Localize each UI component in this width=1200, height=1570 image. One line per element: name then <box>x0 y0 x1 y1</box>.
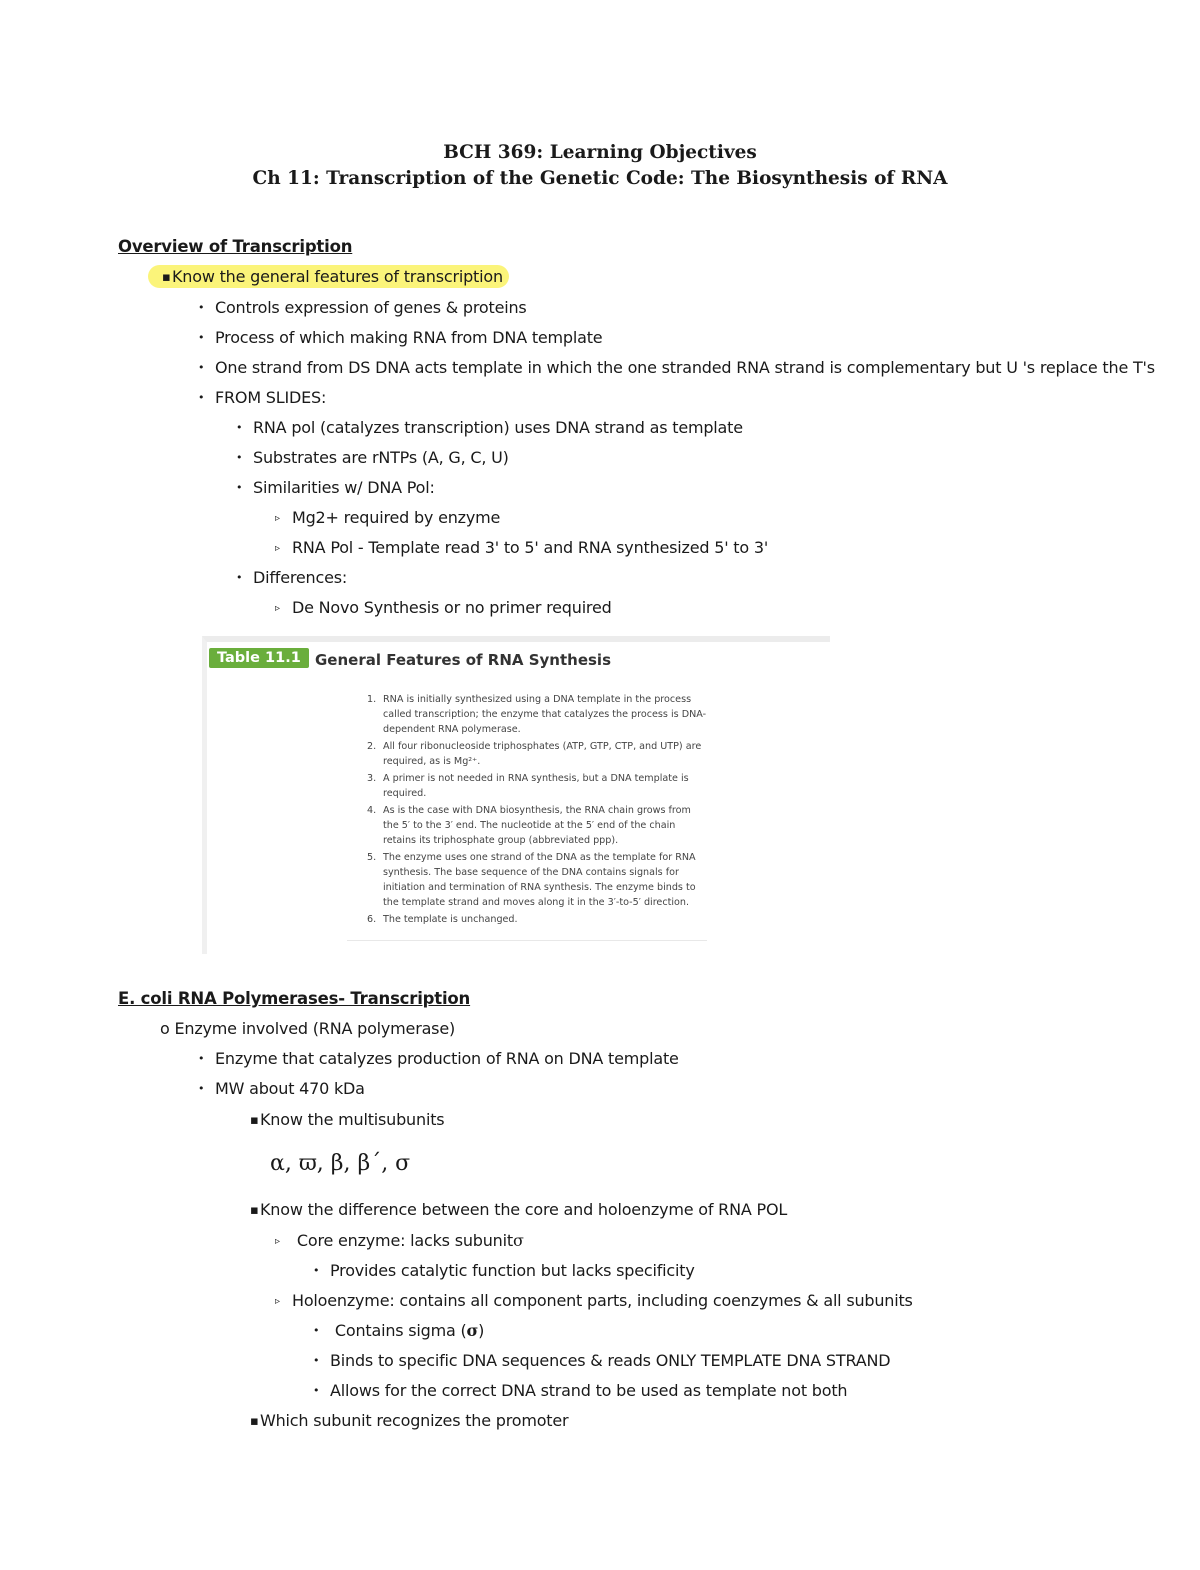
greek-subunits: α, ϖ, β, β΄, σ <box>270 1151 411 1176</box>
section-heading-ecoli: E. coli RNA Polymerases- Transcription <box>118 989 471 1008</box>
document-title: BCH 369: Learning Objectives <box>443 142 757 163</box>
list-item: ▹ Holoenzyme: contains all component parts, including coenzymes & all subunits <box>275 1290 913 1315</box>
contains-sigma-suffix: ) <box>478 1321 485 1340</box>
list-item: • MW about 470 kDa <box>198 1078 365 1102</box>
contains-sigma-label: Contains sigma ( <box>334 1321 467 1340</box>
table-badge: Table 11.1 <box>209 648 309 668</box>
list-item: • Controls expression of genes & proteins <box>198 297 527 321</box>
table-feature-list <box>367 692 707 929</box>
table-feature-item: 4. As is the case with DNA biosynthesis, the RNA chain grows from the 5′ to the 3′ end. The nucleotide at the 5′ end of the chain retains its triphosphate group (abbreviated ppp). <box>367 805 691 846</box>
list-item-contains-sigma <box>313 1320 484 1344</box>
list-item: o Enzyme involved (RNA polymerase) <box>160 1019 456 1038</box>
document-subtitle: Ch 11: Transcription of the Genetic Code: The Biosynthesis of RNA <box>252 168 948 189</box>
list-item: ▹ RNA Pol - Template read 3' to 5' and RNA synthesized 5' to 3' <box>275 537 768 562</box>
list-item: ▹ De Novo Synthesis or no primer required <box>275 597 612 622</box>
sigma-symbol: σ <box>512 1231 524 1250</box>
list-item: • Binds to specific DNA sequences & reads ONLY TEMPLATE DNA STRAND <box>313 1350 890 1374</box>
table-feature-item: 1. RNA is initially synthesized using a DNA template in the process called transcription; the enzyme that catalyzes the process is DNA-dependent RNA polymerase. <box>367 694 707 735</box>
section-heading-overview: Overview of Transcription <box>118 237 353 256</box>
list-item: • Enzyme that catalyzes production of RNA on DNA template <box>198 1048 679 1072</box>
list-item: • Allows for the correct DNA strand to be used as template not both <box>313 1380 847 1404</box>
objective-general-features <box>148 266 509 290</box>
table-feature-item: 5. The enzyme uses one strand of the DNA as the template for RNA synthesis. The base sequence of the DNA contains signals for initiation and termination of RNA synthesis. The enzyme binds to the template strand and moves along it in the 3′-to-5′ direction. <box>367 852 696 908</box>
core-enzyme-label: Core enzyme: lacks subunit <box>296 1231 513 1250</box>
document-header <box>0 140 1200 192</box>
list-item: • RNA pol (catalyzes transcription) uses DNA strand as template <box>236 417 743 441</box>
list-item-core-enzyme <box>275 1230 524 1255</box>
sigma-symbol: σ <box>466 1321 479 1340</box>
table-feature-item: 3. A primer is not needed in RNA synthesis, but a DNA template is required. <box>367 773 689 799</box>
table-title: General Features of RNA Synthesis <box>315 651 611 669</box>
table-bottom-rule <box>347 940 707 941</box>
list-item: • Similarities w/ DNA Pol: <box>236 477 435 501</box>
table-11-1-image <box>202 636 830 954</box>
list-item: ▹ Mg2+ required by enzyme <box>275 507 500 532</box>
objective-multisubunits: ▪ Know the multisubunits <box>250 1109 444 1133</box>
list-item: • Differences: <box>236 567 347 591</box>
list-item: • Provides catalytic function but lacks specificity <box>313 1260 695 1284</box>
list-item: • One strand from DS DNA acts template in which the one stranded RNA strand is complementary but U 's replace the T's <box>198 357 1155 381</box>
list-item: • Process of which making RNA from DNA template <box>198 327 602 351</box>
list-item: • Substrates are rNTPs (A, G, C, U) <box>236 447 509 471</box>
list-item: • FROM SLIDES: <box>198 387 326 411</box>
highlighted-objective: ▪ Know the general features of transcription <box>148 265 509 288</box>
table-feature-item: 6. The template is unchanged. <box>367 914 518 925</box>
objective-promoter: ▪ Which subunit recognizes the promoter <box>250 1410 568 1434</box>
objective-core-vs-holoenzyme: ▪ Know the difference between the core and holoenzyme of RNA POL <box>250 1199 787 1223</box>
table-feature-item: 2. All four ribonucleoside triphosphates (ATP, GTP, CTP, and UTP) are required, as is Mg²⁺. <box>367 741 702 767</box>
